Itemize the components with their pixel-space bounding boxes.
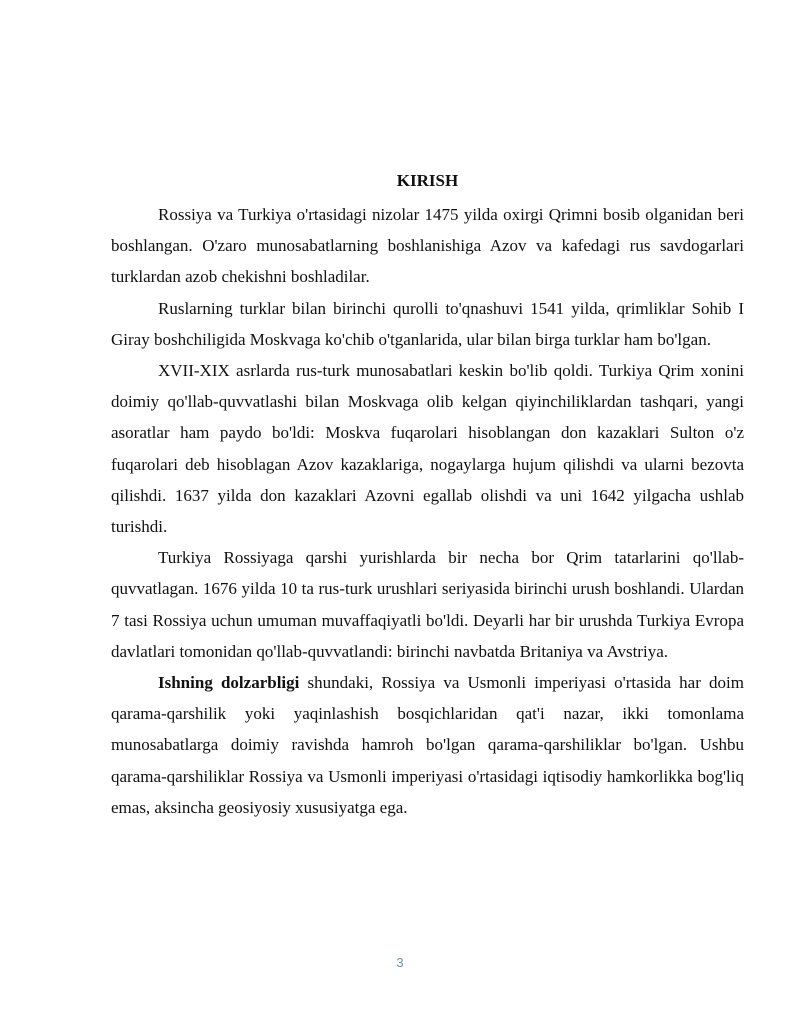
paragraph-1: Rossiya va Turkiya o'rtasidagi nizolar 1475 yilda oxirgi Qrimni bosib olganidan beri boshlangan. O'zaro munosabatlarning boshlanishiga Azov va kafedagi rus savdogarlari turklardan azob chekishni boshladilar. xyxy=(111,205,744,287)
relevance-text: shundaki, Rossiya va Usmonli imperiyasi o'rtasida har doim qarama-qarshilik yoki yaqinlashish bosqichlaridan qat'i nazar, ikki tomonlama munosabatlarga doimiy ravishda hamroh bo'lgan qarama-qarshiliklar bo'lgan. Ushbu qarama-qarshiliklar Rossiya va Usmonli imperiyasi o'rtasidagi iqtisodiy hamkorlikka bog'liq emas, aksincha geosiyosiy xususiyatga ega. xyxy=(111,673,744,817)
paragraph-3: XVII-XIX asrlarda rus-turk munosabatlari keskin bo'lib qoldi. Turkiya Qrim xonini doimiy qo'llab-quvvatlashi bilan Moskvaga olib kelgan qiyinchiliklardan tashqari, yangi asoratlar ham paydo bo'ldi: Moskva fuqarolari hisoblangan don kazaklari Sulton o'z fuqarolari deb hisoblagan Azov kazaklariga, nogaylarga hujum qilishdi va ularni bezovta qilishdi. 1637 yilda don kazaklari Azovni egallab olishdi va uni 1642 yilgacha ushlab turishdi. xyxy=(111,361,744,537)
paragraph-2: Ruslarning turklar bilan birinchi qurolli to'qnashuvi 1541 yilda, qrimliklar Sohib I Giray boshchiligida Moskvaga ko'chib o'tganlarida, ular bilan birga turklar ham bo'lgan. xyxy=(111,298,744,349)
relevance-lead: Ishning dolzarbligi xyxy=(158,673,300,693)
page-number: 3 xyxy=(396,955,404,970)
section-heading: KIRISH xyxy=(396,171,459,190)
paragraph-relevance xyxy=(111,667,744,823)
paragraph-4: Turkiya Rossiyaga qarshi yurishlarda bir necha bor Qrim tatarlarini qo'llab-quvvatlagan. 1676 yilda 10 ta rus-turk urushlari seriyasida birinchi urush boshlandi. Ulardan 7 tasi Rossiya uchun umuman muvaffaqiyatli bo'ldi. Deyarli har bir urushda Turkiya Evropa davlatlari tomonidan qo'llab-quvvatlandi: birinchi navbatda Britaniya va Avstriya. xyxy=(111,548,744,661)
document-body xyxy=(111,168,744,823)
